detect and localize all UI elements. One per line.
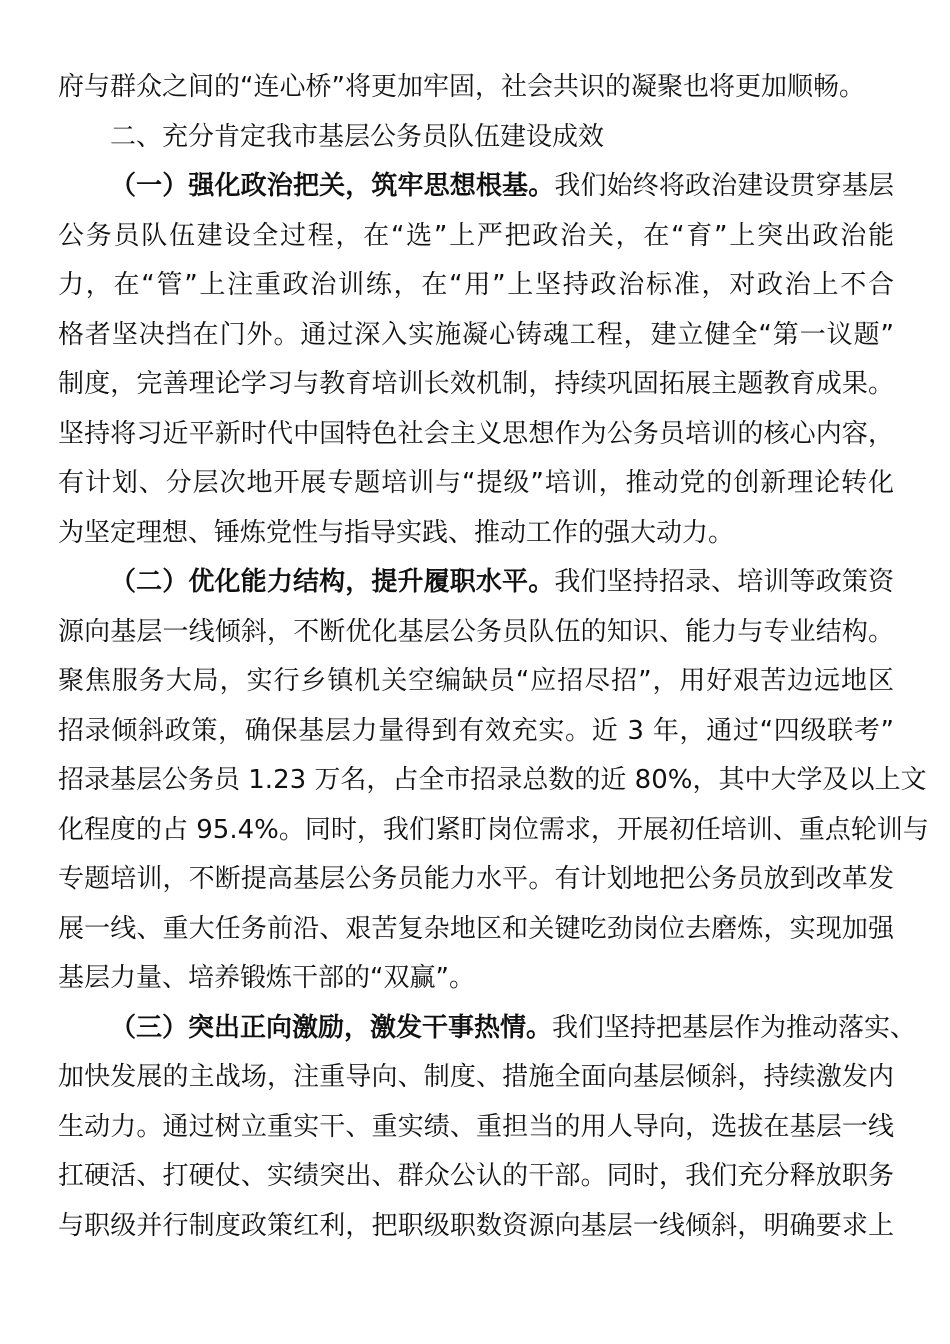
paragraph-3-line: 生动力。通过树立重实干、重实绩、重担当的用人导向，选拔在基层一线 — [58, 1111, 894, 1142]
paragraph-1-line: 力，在“管”上注重政治训练，在“用”上坚持政治标准，对政治上不合 — [58, 270, 894, 300]
paragraph-1-line: 公务员队伍建设全过程，在“选”上严把政治关，在“育”上突出政治能 — [58, 220, 894, 251]
paragraph-2-line: 专题培训，不断提高基层公务员能力水平。有计划地把公务员放到改革发 — [58, 864, 894, 894]
paragraph-2-line: 化程度的占 95.4%。同时，我们紧盯岗位需求，开展初任培训、重点轮训与 — [58, 814, 929, 845]
paragraph-2-line: 我们坚持招录、培训等政策资 — [554, 567, 894, 597]
paragraph-2-heading: （二）优化能力结构，提升履职水平。 — [110, 567, 555, 597]
paragraph-3-line: 与职级并行制度政策红利，把职级职数资源向基层一线倾斜，明确要求上 — [58, 1210, 894, 1241]
paragraph-1-line: 制度，完善理论学习与教育培训长效机制，持续巩固拓展主题教育成果。 — [58, 369, 894, 399]
paragraph-2-line: 招录基层公务员 1.23 万名，占全市招录总数的近 80%，其中大学及以上文 — [58, 765, 927, 795]
paragraph-2-line: 基层力量、培养锻炼干部的“双赢”。 — [58, 963, 475, 993]
paragraph-1-first-line — [58, 162, 894, 212]
section-heading: 二、充分肯定我市基层公务员队伍建设成效 — [110, 121, 605, 152]
paragraph-1-line: 为坚定理想、锤炼党性与指导实践、推动工作的强大动力。 — [58, 517, 735, 548]
paragraph-1-line: 格者坚决挡在门外。通过深入实施凝心铸魂工程，建立健全“第一议题” — [58, 319, 894, 350]
document-page — [58, 63, 929, 1251]
paragraph-3-line: 扛硬活、打硬仗、实绩突出、群众公认的干部。同时，我们充分释放职务 — [58, 1161, 894, 1191]
paragraph-3-line: 加快发展的主战场，注重导向、制度、措施全面向基层倾斜，持续激发内 — [58, 1062, 894, 1092]
paragraph-1-line: 我们始终将政治建设贯穿基层 — [554, 171, 894, 201]
continuation-line: 府与群众之间的“连心桥”将更加牢固，社会共识的凝聚也将更加顺畅。 — [58, 72, 865, 102]
paragraph-2-line: 招录倾斜政策，确保基层力量得到有效充实。近 3 年，通过“四级联考” — [58, 715, 894, 746]
paragraph-3-line: 我们坚持把基层作为推动落实、 — [552, 1012, 917, 1043]
paragraph-3-first-line — [58, 1004, 917, 1054]
paragraph-1-line: 坚持将习近平新时代中国特色社会主义思想作为公务员培训的核心内容， — [58, 418, 894, 449]
paragraph-3-heading: （三）突出正向激励，激发干事热情。 — [110, 1012, 553, 1043]
paragraph-2-line: 展一线、重大任务前沿、艰苦复杂地区和关键吃劲岗位去磨炼，实现加强 — [58, 913, 894, 944]
paragraph-1-line: 有计划、分层次地开展专题培训与“提级”培训，推动党的创新理论转化 — [58, 468, 894, 498]
paragraph-2-line: 聚焦服务大局，实行乡镇机关空编缺员“应招尽招”，用好艰苦边远地区 — [58, 666, 894, 696]
paragraph-2-line: 源向基层一线倾斜，不断优化基层公务员队伍的知识、能力与专业结构。 — [58, 616, 894, 647]
paragraph-1-heading: （一）强化政治把关，筑牢思想根基。 — [110, 171, 555, 201]
paragraph-2-first-line — [58, 558, 894, 608]
